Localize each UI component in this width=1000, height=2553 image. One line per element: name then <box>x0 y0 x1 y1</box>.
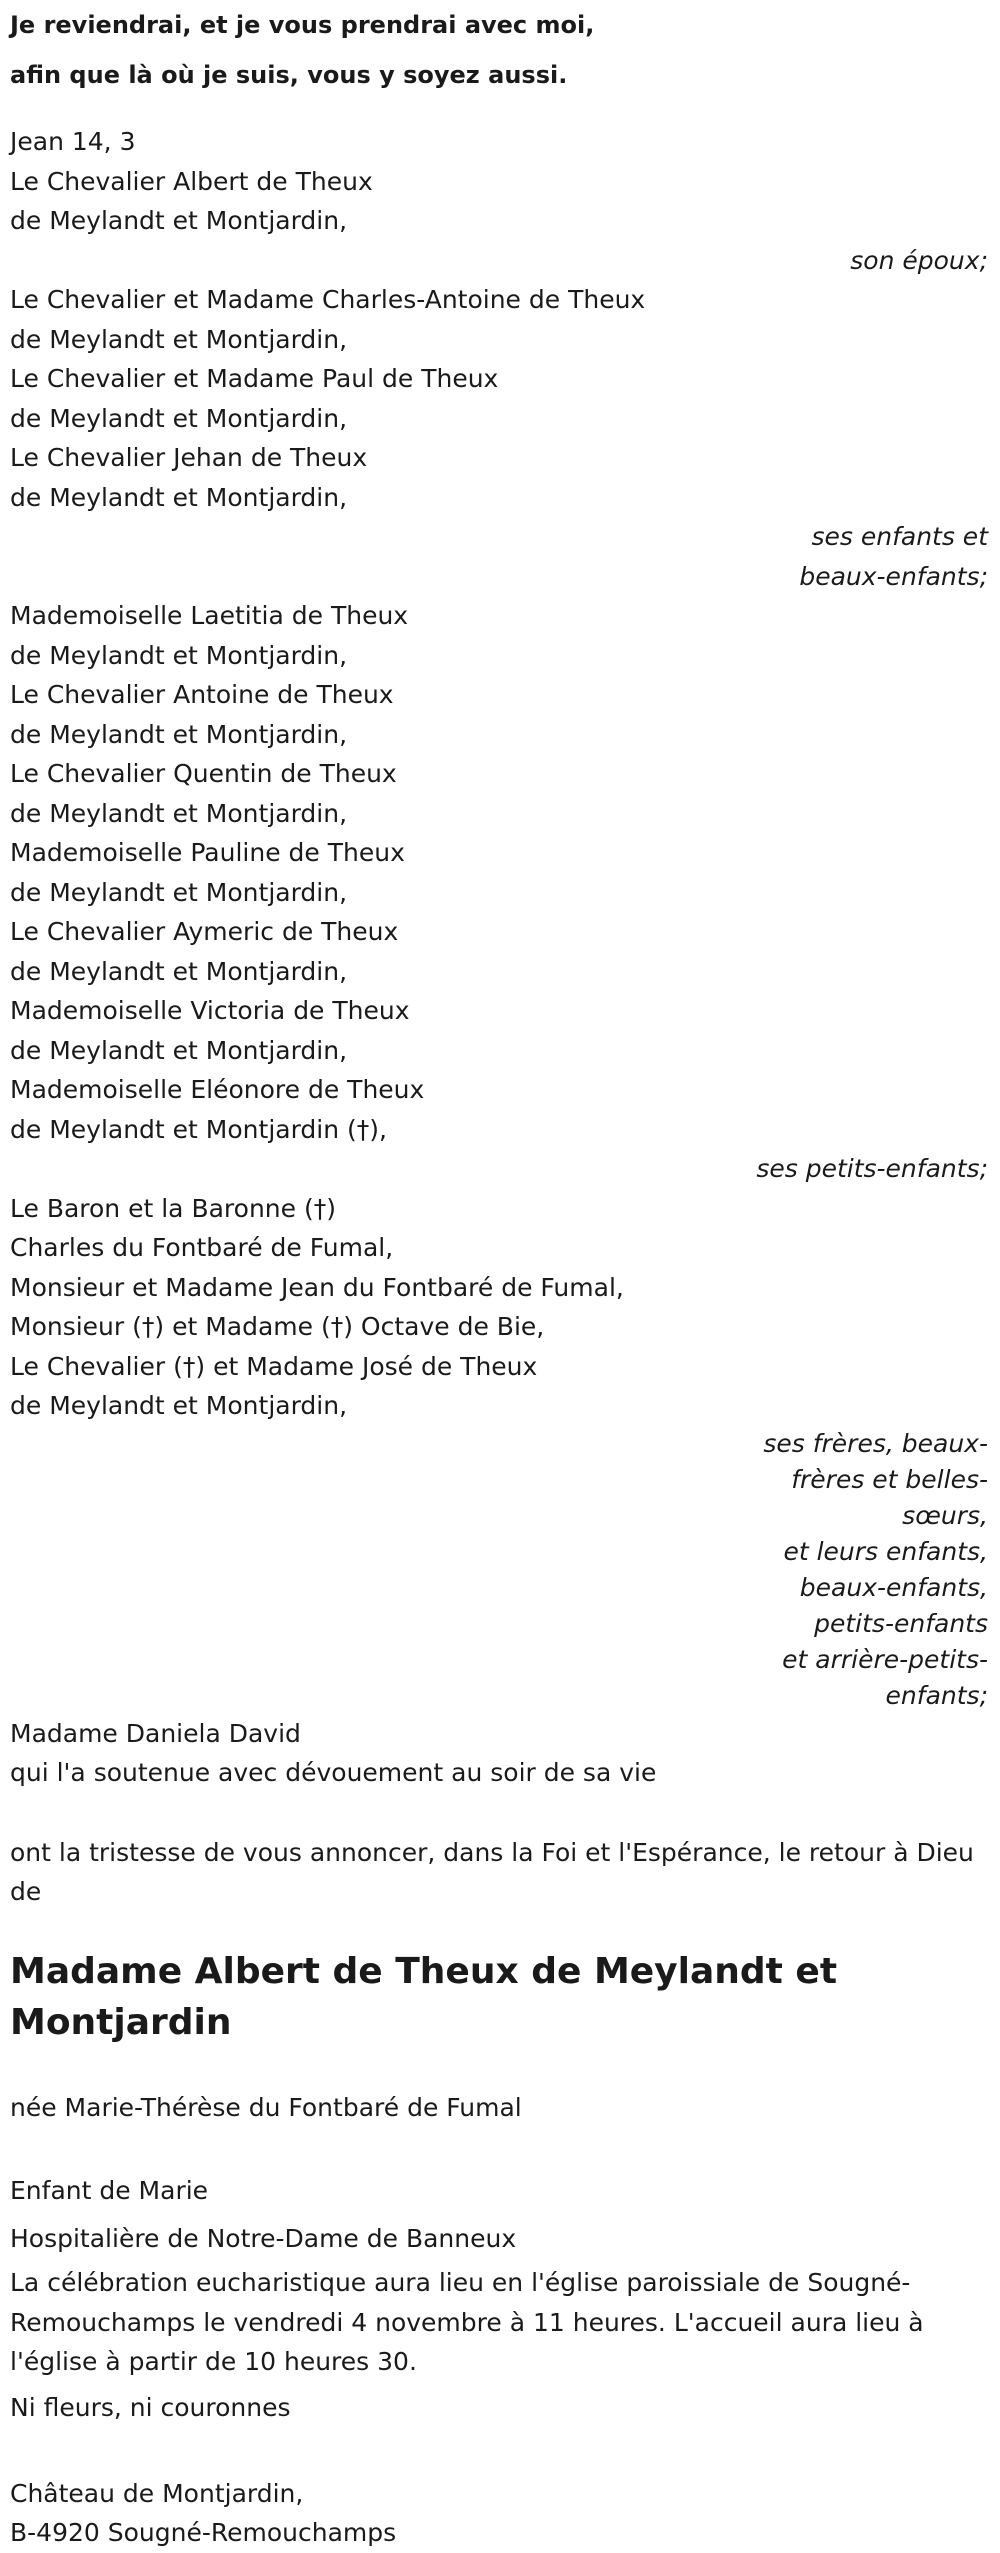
children-block <box>10 280 988 596</box>
sibling-line: Monsieur (†) et Madame (†) Octave de Bie, <box>10 1312 545 1341</box>
sibling-line: de Meylandt et Montjardin, <box>10 1391 348 1420</box>
child-line: de Meylandt et Montjardin, <box>10 403 348 433</box>
caregiver-block <box>10 1714 985 1793</box>
spouse-line: de Meylandt et Montjardin, <box>10 206 348 235</box>
grandchild-line: de Meylandt et Montjardin (†), <box>10 1114 387 1144</box>
spouse-line: Le Chevalier Albert de Theux <box>10 166 373 196</box>
children-role <box>10 517 988 596</box>
grandchild-line: de Meylandt et Montjardin, <box>10 956 348 986</box>
role-line: son époux; <box>850 245 988 275</box>
caregiver-line: Madame Daniela David <box>10 1718 301 1748</box>
grandchild-line: Mademoiselle Pauline de Theux <box>10 838 405 867</box>
quote-line-2: afin que là où je suis, vous y soyez aussi. <box>10 61 568 89</box>
role-line: sœurs, <box>902 1500 988 1530</box>
child-line: de Meylandt et Montjardin, <box>10 324 348 354</box>
caregiver-line: qui l'a soutenue avec dévouement au soir de sa vie <box>10 1758 657 1787</box>
role-line: ses enfants et <box>811 522 988 551</box>
title-line: Hospitalière de Notre-Dame de Banneux <box>10 2224 517 2253</box>
role-line: frères et belles- <box>791 1464 988 1494</box>
grandchild-line: de Meylandt et Montjardin, <box>10 640 348 670</box>
ceremony-text: La célébration eucharistique aura lieu en l'église paroissiale de Sougné-Remouchamps le vendredi 4 novembre à 11 heures. L'accueil aura lieu à l'église à partir de 10 heures 30. <box>10 2268 924 2376</box>
quote-reference: Jean 14, 3 <box>10 127 136 156</box>
grandchild-line: Mademoiselle Laetitia de Theux <box>10 601 409 630</box>
address-line: Château de Montjardin, <box>10 2478 304 2508</box>
siblings-block <box>10 1189 988 1714</box>
birth-name: née Marie-Thérèse du Fontbaré de Fumal <box>10 2092 522 2122</box>
grandchildren-role <box>10 1149 988 1189</box>
role-line: et arrière-petits- <box>782 1644 988 1674</box>
siblings-role <box>10 1426 988 1714</box>
grandchild-line: Mademoiselle Eléonore de Theux <box>10 1075 425 1104</box>
address-line: B-4920 Sougné-Remouchamps <box>10 2518 397 2547</box>
grandchildren-block <box>10 596 988 1189</box>
sibling-line: Le Baron et la Baronne (†) <box>10 1193 336 1223</box>
grandchild-line: Le Chevalier Antoine de Theux <box>10 680 394 709</box>
deceased-name: Madame Albert de Theux de Meylandt et Montjardin <box>10 1950 838 2043</box>
sibling-line: Charles du Fontbaré de Fumal, <box>10 1233 394 1262</box>
quote-line-1: Je reviendrai, et je vous prendrai avec moi, <box>10 11 595 39</box>
role-line: et leurs enfants, <box>783 1536 988 1566</box>
role-line: beaux-enfants; <box>799 561 988 591</box>
announcement-text: ont la tristesse de vous annoncer, dans la Foi et l'Espérance, le retour à Dieu de <box>10 1837 974 1906</box>
flowers-note: Ni fleurs, ni couronnes <box>10 2392 291 2422</box>
spouse-block <box>10 162 988 281</box>
obituary-content <box>10 0 988 2553</box>
grandchild-line: de Meylandt et Montjardin, <box>10 877 348 907</box>
child-line: Le Chevalier et Madame Charles-Antoine de Theux <box>10 285 646 314</box>
sibling-line: Le Chevalier (†) et Madame José de Theux <box>10 1351 538 1381</box>
role-line: beaux-enfants, <box>799 1572 988 1602</box>
titles-block <box>10 2167 985 2263</box>
bible-quote <box>10 0 985 100</box>
grandchild-line: Le Chevalier Aymeric de Theux <box>10 917 399 946</box>
child-line: Le Chevalier et Madame Paul de Theux <box>10 364 499 393</box>
role-line: ses frères, beaux- <box>763 1428 988 1458</box>
spouse-role <box>10 241 988 281</box>
grandchild-line: Le Chevalier Quentin de Theux <box>10 759 397 788</box>
child-line: de Meylandt et Montjardin, <box>10 482 348 512</box>
role-line: ses petits-enfants; <box>756 1154 988 1183</box>
title-line: Enfant de Marie <box>10 2176 209 2205</box>
role-line: enfants; <box>885 1680 988 1710</box>
grandchild-line: de Meylandt et Montjardin, <box>10 719 348 749</box>
role-line: petits-enfants <box>814 1608 988 1638</box>
address-block <box>10 2474 985 2553</box>
grandchild-line: de Meylandt et Montjardin, <box>10 798 348 828</box>
child-line: Le Chevalier Jehan de Theux <box>10 443 368 472</box>
sibling-line: Monsieur et Madame Jean du Fontbaré de Fumal, <box>10 1272 624 1302</box>
grandchild-line: de Meylandt et Montjardin, <box>10 1035 348 1065</box>
grandchild-line: Mademoiselle Victoria de Theux <box>10 996 410 1025</box>
